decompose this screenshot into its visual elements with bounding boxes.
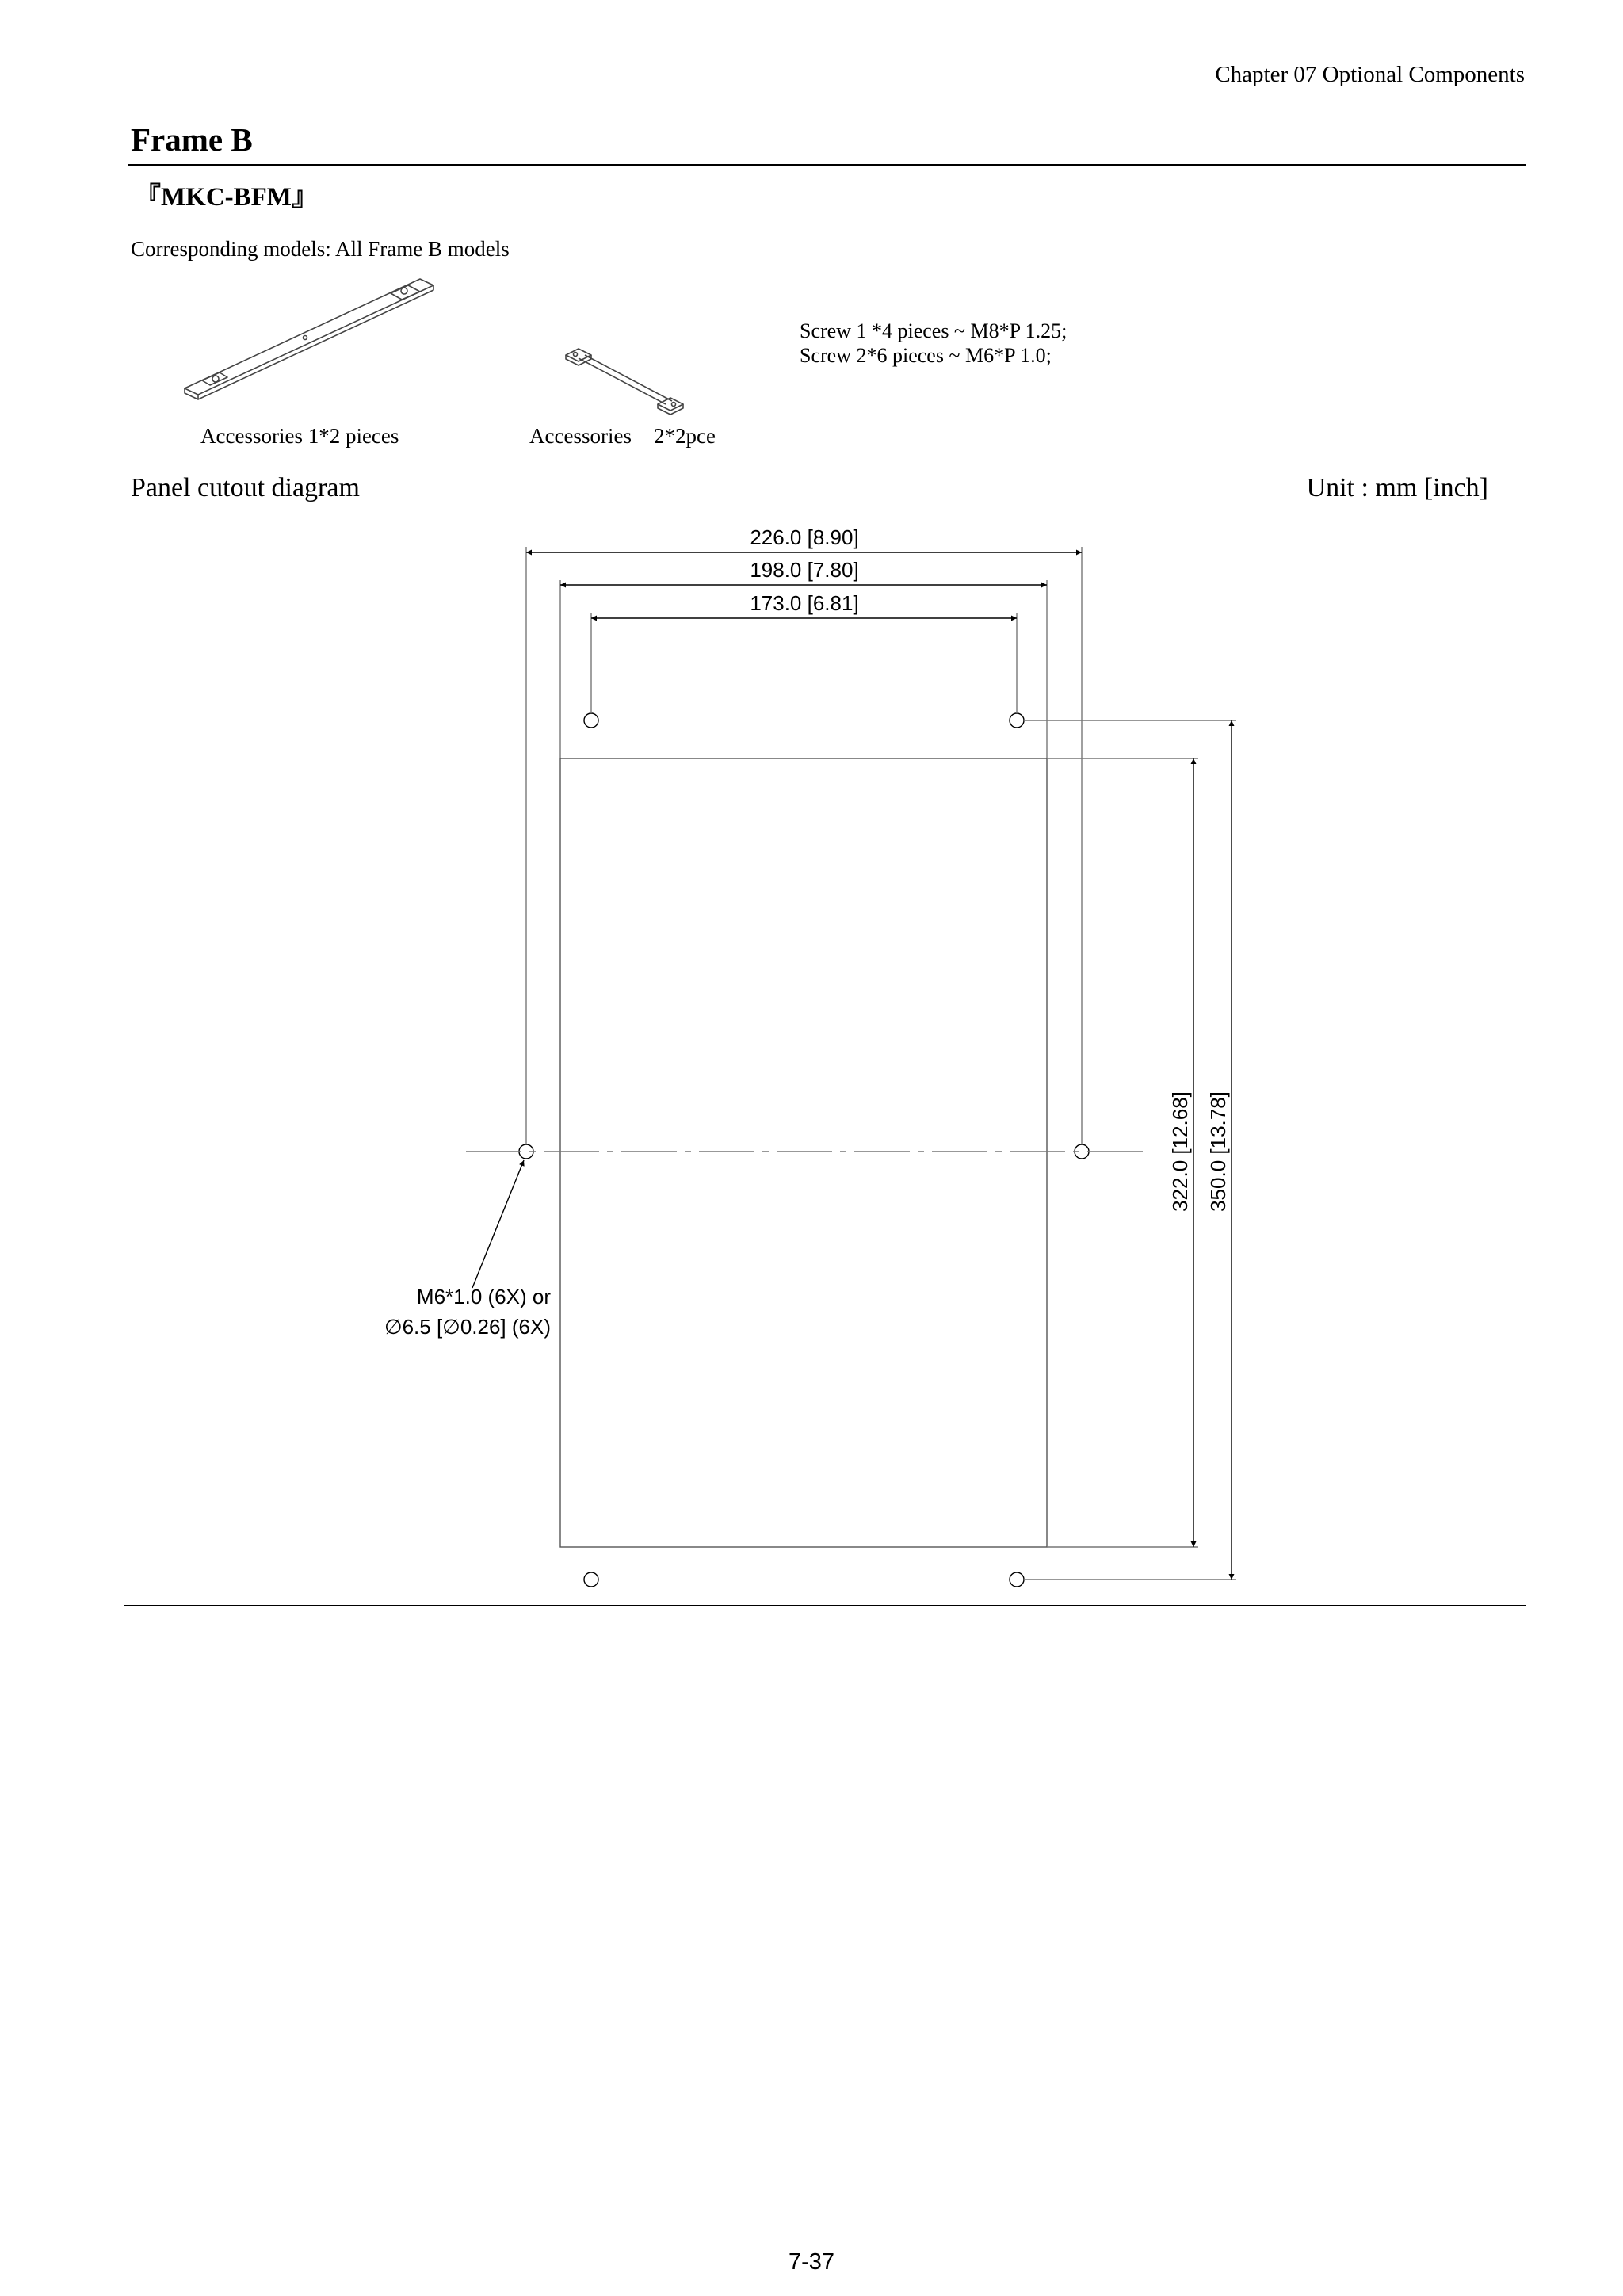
accessory-1-label: Accessories 1*2 pieces (200, 424, 399, 448)
dim-173-label: 173.0 [6.81] (750, 591, 859, 615)
dim-350-label: 350.0 [13.78] (1206, 1091, 1230, 1212)
hole-leader (472, 1160, 524, 1288)
model-code: 『MKC-BFM』 (135, 183, 318, 212)
unit-label: Unit : mm [inch] (1306, 473, 1488, 502)
screw-spec-2: Screw 2*6 pieces ~ M6*P 1.0; (800, 344, 1052, 367)
dim-198-label: 198.0 [7.80] (750, 558, 859, 582)
panel-cutout-label: Panel cutout diagram (131, 473, 360, 502)
page-number: 7-37 (788, 2249, 835, 2275)
dim-226-label: 226.0 [8.90] (750, 525, 859, 549)
hole-spec-line-2: ∅6.5 [∅0.26] (6X) (384, 1315, 551, 1339)
section-title: Frame B (131, 121, 253, 158)
hole-top-left (584, 713, 598, 728)
bottom-divider (124, 1605, 1526, 1606)
accessory-2-label: Accessories (529, 424, 632, 448)
hole-bottom-right (1010, 1572, 1024, 1587)
corresponding-models: Corresponding models: All Frame B models (131, 237, 510, 261)
hole-bottom-left (584, 1572, 598, 1587)
hole-top-right (1010, 713, 1024, 728)
dim-322-label: 322.0 [12.68] (1168, 1091, 1192, 1212)
accessory-2-quantity: 2*2pce (654, 424, 716, 448)
hole-spec-line-1: M6*1.0 (6X) or (416, 1285, 551, 1308)
cutout-rectangle (560, 758, 1047, 1547)
chapter-header: Chapter 07 Optional Components (1215, 62, 1525, 87)
screw-spec-1: Screw 1 *4 pieces ~ M8*P 1.25; (800, 319, 1067, 342)
